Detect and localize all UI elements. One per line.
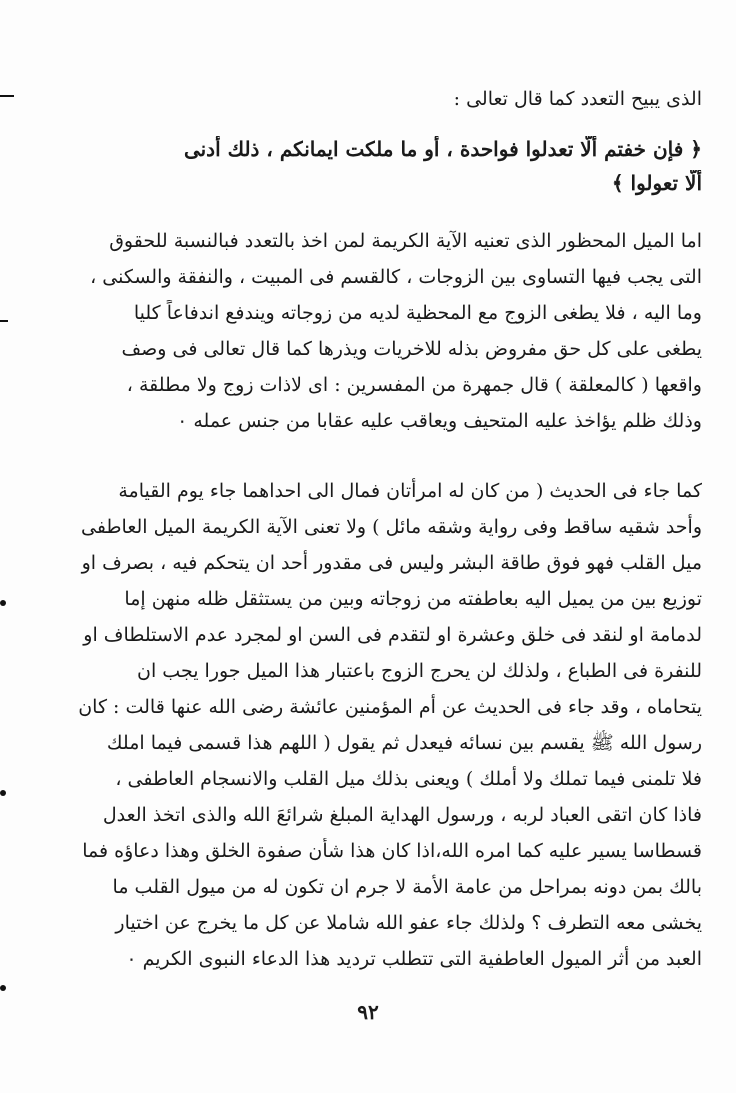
document-page (40, 78, 702, 1078)
margin-mark (0, 790, 6, 796)
paragraph-2-line: فاذا كان اتقى العباد لربه ، ورسول الهداية المبلغ شرائعَ الله والذى اتخذ العدل (102, 804, 702, 826)
margin-mark (0, 95, 14, 97)
paragraph-2-line: فلا تلمنى فيما تملك ولا أملك ) ويعنى بذلك ميل القلب والانسجام العاطفى ، (115, 768, 702, 790)
paragraph-2-line: يتحاماه ، وقد جاء فى الحديث عن أم المؤمنين عائشة رضى الله عنها قالت : كان (78, 696, 702, 718)
paragraph-2-line: توزيع بين من يميل اليه بعاطفته من زوجاته وبين من يستثقل ظله منهن إما (124, 588, 702, 610)
paragraph-1-line: اما الميل المحظور الذى تعنيه الآية الكريمة لمن اخذ بالتعدد فبالنسبة للحقوق (109, 230, 702, 252)
paragraph-1-line: واقعها ( كالمعلقة ) قال جمهرة من المفسرين : اى لاذات زوج ولا مطلقة ، (126, 374, 702, 396)
verse-line-1: ﴿ فإن خفتم ألَّا تعدلوا فواحدة ، أو ما ملكت ايمانكم ، ذلك أدنى (183, 137, 702, 161)
margin-mark (0, 600, 6, 606)
page-number: ٩٢ (357, 1000, 379, 1024)
paragraph-2-line: بالك بمن دونه بمراحل من عامة الأمة لا جرم ان تكون له من ميول القلب ما (112, 876, 702, 898)
paragraph-1-line: وما اليه ، فلا يطغى الزوج مع المحظية لديه من زوجاته ويندفع اندفاعاً كليا (133, 302, 702, 324)
paragraph-2-line: وأحد شقيه ساقط وفى رواية وشقه مائل ) ولا تعنى الآية الكريمة الميل العاطفى (80, 516, 702, 538)
paragraph-2-line: قسطاسا يسير عليه كما امره الله،اذا كان هذا شأن صفوة الخلق وهذا دعاؤه فما (82, 840, 702, 862)
paragraph-1-line: يطغى على كل حق مفروض بذله للاخريات ويذرها كما قال تعالى فى وصف (121, 338, 702, 360)
paragraph-2-line: كما جاء فى الحديث ( من كان له امرأتان فمال الى احداهما جاء يوم القيامة (118, 480, 702, 502)
paragraph-1-line: وذلك ظلم يؤاخذ عليه المتحيف ويعاقب عليه عقابا من جنس عمله ٠ (177, 410, 702, 432)
paragraph-2-line: العبد من أثر الميول العاطفية التى تتطلب ترديد هذا الدعاء النبوى الكريم ٠ (126, 948, 702, 970)
paragraph-1-line: التى يجب فيها التساوى بين الزوجات ، كالقسم فى المبيت ، والنفقة والسكنى ، (90, 266, 702, 288)
paragraph-2-line: ميل القلب فهو فوق طاقة البشر وليس فى مقدور أحد ان يتحكم فيه ، بصرف او (81, 552, 702, 574)
paragraph-2-line: يخشى معه التطرف ؟ ولذلك جاء عفو الله شاملا عن كل ما يخرج عن اختيار (115, 912, 702, 934)
margin-mark (0, 985, 6, 991)
paragraph-2-line: لدمامة او لنقد فى خلق وعشرة او لتقدم فى السن او لمجرد عدم الاستلطاف او (83, 624, 702, 646)
paragraph-2-line: رسول الله ﷺ يقسم بين نسائه فيعدل ثم يقول ( اللهم هذا قسمى فيما املك (106, 732, 702, 754)
margin-mark (0, 320, 8, 322)
paragraph-2-line: للنفرة فى الطباع ، ولذلك لن يحرج الزوج باعتبار هذا الميل جورا يجب ان (137, 660, 702, 682)
verse-line-2: ألَّا تعولوا ﴾ (611, 171, 702, 195)
intro-line: الذى يبيح التعدد كما قال تعالى : (453, 88, 702, 110)
